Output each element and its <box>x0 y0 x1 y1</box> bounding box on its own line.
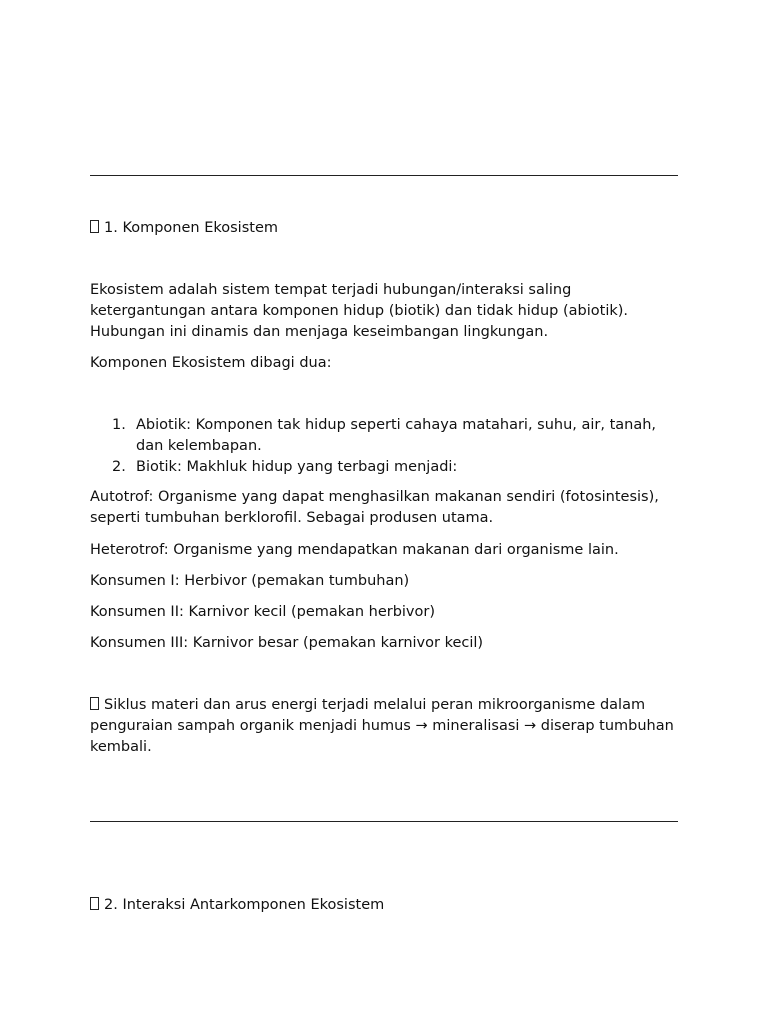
list-item-number: 2. <box>112 459 126 475</box>
list-item-text: Biotik: Makhluk hidup yang terbagi menjadi: <box>136 459 458 475</box>
emoji-placeholder-icon <box>90 220 99 233</box>
horizontal-rule-middle <box>90 821 678 822</box>
autotrof-paragraph: Autotrof: Organisme yang dapat menghasilkan makanan sendiri (fotosintesis), seperti tumbuhan berklorofil. Sebagai produsen utama. <box>90 489 659 526</box>
cycle-note-text: Siklus materi dan arus energi terjadi melalui peran mikroorganisme dalam penguraian sampah organik menjadi humus → mineralisasi → diserap tumbuhan kembali. <box>90 697 674 755</box>
intro-paragraph: Ekosistem adalah sistem tempat terjadi hubungan/interaksi saling ketergantungan antara komponen hidup (biotik) dan tidak hidup (abiotik). Hubungan ini dinamis dan menjaga keseimbangan lingkungan. <box>90 282 629 340</box>
division-paragraph: Komponen Ekosistem dibagi dua: <box>90 355 332 371</box>
list-item <box>112 457 678 478</box>
horizontal-rule-top <box>90 175 678 176</box>
konsumen-2-paragraph: Konsumen II: Karnivor kecil (pemakan herbivor) <box>90 604 436 620</box>
section-2-heading <box>90 895 384 916</box>
list-item-number: 1. <box>112 417 126 433</box>
emoji-placeholder-icon <box>90 697 99 710</box>
list-item-text: Abiotik: Komponen tak hidup seperti cahaya matahari, suhu, air, tanah, dan kelembapan. <box>136 417 657 454</box>
list-item <box>112 415 678 457</box>
section-1-heading <box>90 218 278 239</box>
heterotrof-paragraph: Heterotrof: Organisme yang mendapatkan makanan dari organisme lain. <box>90 542 619 558</box>
section-2-heading-text: 2. Interaksi Antarkomponen Ekosistem <box>104 897 385 913</box>
emoji-placeholder-icon <box>90 897 99 910</box>
section-1-heading-text: 1. Komponen Ekosistem <box>104 220 278 236</box>
konsumen-3-paragraph: Konsumen III: Karnivor besar (pemakan karnivor kecil) <box>90 635 484 651</box>
component-list <box>112 415 678 478</box>
cycle-note-paragraph <box>90 695 678 758</box>
konsumen-1-paragraph: Konsumen I: Herbivor (pemakan tumbuhan) <box>90 573 410 589</box>
